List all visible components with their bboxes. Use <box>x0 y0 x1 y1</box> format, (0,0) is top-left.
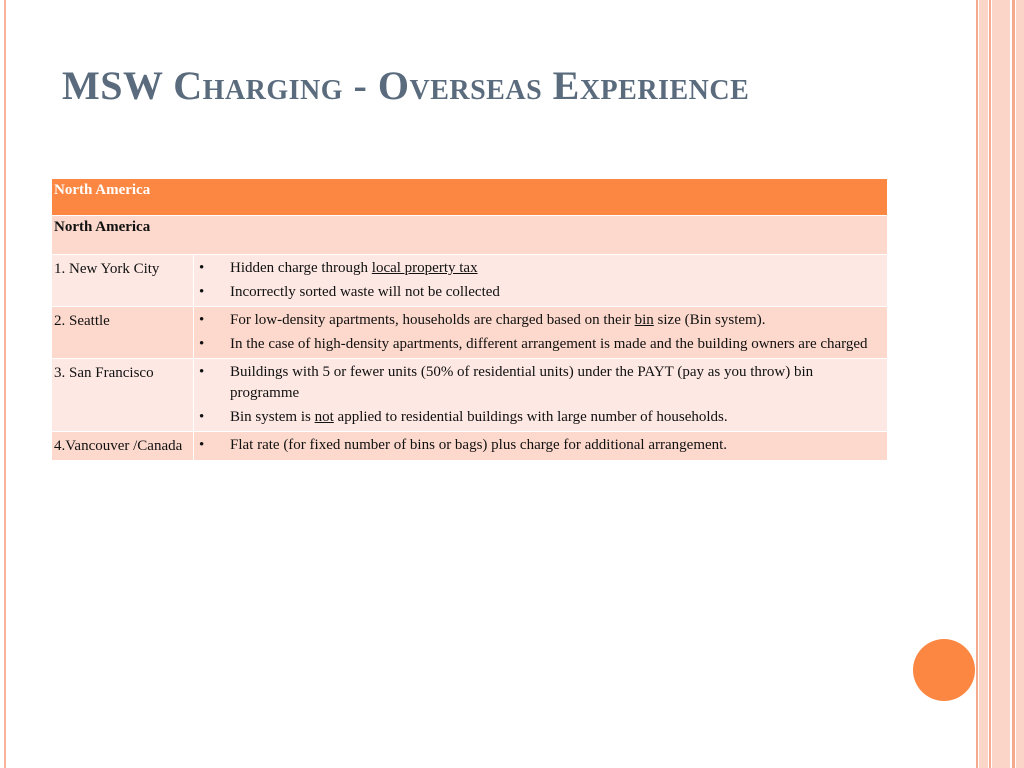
bullet-icon: • <box>199 336 205 352</box>
point-text: Buildings with 5 or fewer units (50% of residential units) under the PAYT (pay as you throw) bin programme <box>230 364 814 401</box>
table-header: North America <box>52 179 888 216</box>
bullet-point <box>196 334 885 355</box>
bullet-icon: • <box>199 260 205 276</box>
stripe <box>1016 0 1024 768</box>
points-cell <box>194 359 888 432</box>
city-cell: 4.Vancouver /Canada <box>52 432 194 461</box>
underlined-text: local property tax <box>371 260 478 276</box>
decorative-circle <box>913 639 975 701</box>
left-border-line <box>4 0 6 768</box>
stripe <box>1012 0 1015 768</box>
table-row <box>52 255 888 307</box>
region-label: North America <box>52 216 888 255</box>
stripe <box>992 0 1010 768</box>
table-row <box>52 432 888 461</box>
underlined-text: bin <box>634 312 654 328</box>
bullet-icon: • <box>199 409 205 425</box>
region-row <box>52 216 888 255</box>
point-text: size (Bin system). <box>653 312 766 328</box>
point-text: In the case of high-density apartments, different arrangement is made and the building owners are charged <box>230 336 868 352</box>
bullet-point <box>196 258 885 279</box>
bullet-point <box>196 362 885 404</box>
bullet-icon: • <box>199 312 205 328</box>
bullet-icon: • <box>199 437 205 453</box>
charging-table <box>51 178 888 461</box>
underlined-text: not <box>314 409 334 425</box>
bullet-icon: • <box>199 284 205 300</box>
city-cell: 1. New York City <box>52 255 194 307</box>
table-row <box>52 359 888 432</box>
points-cell <box>194 432 888 461</box>
stripe <box>989 0 991 768</box>
point-text: For low-density apartments, households are charged based on their <box>230 312 635 328</box>
points-cell <box>194 255 888 307</box>
bullet-point <box>196 282 885 303</box>
point-text: Bin system is <box>230 409 315 425</box>
point-text: Hidden charge through <box>230 260 372 276</box>
bullet-icon: • <box>199 364 205 380</box>
points-cell <box>194 307 888 359</box>
bullet-point <box>196 310 885 331</box>
city-cell: 3. San Francisco <box>52 359 194 432</box>
stripe <box>979 0 988 768</box>
city-cell: 2. Seattle <box>52 307 194 359</box>
point-text: Incorrectly sorted waste will not be collected <box>230 284 500 300</box>
bullet-point <box>196 407 885 428</box>
table-header-row <box>52 179 888 216</box>
decorative-stripes <box>976 0 1024 768</box>
stripe <box>976 0 978 768</box>
slide-title: MSW Charging - Overseas Experience <box>62 63 750 108</box>
point-text: applied to residential buildings with large number of households. <box>333 409 728 425</box>
table-row <box>52 307 888 359</box>
point-text: Flat rate (for fixed number of bins or bags) plus charge for additional arrangement. <box>230 437 728 453</box>
bullet-point <box>196 435 885 456</box>
